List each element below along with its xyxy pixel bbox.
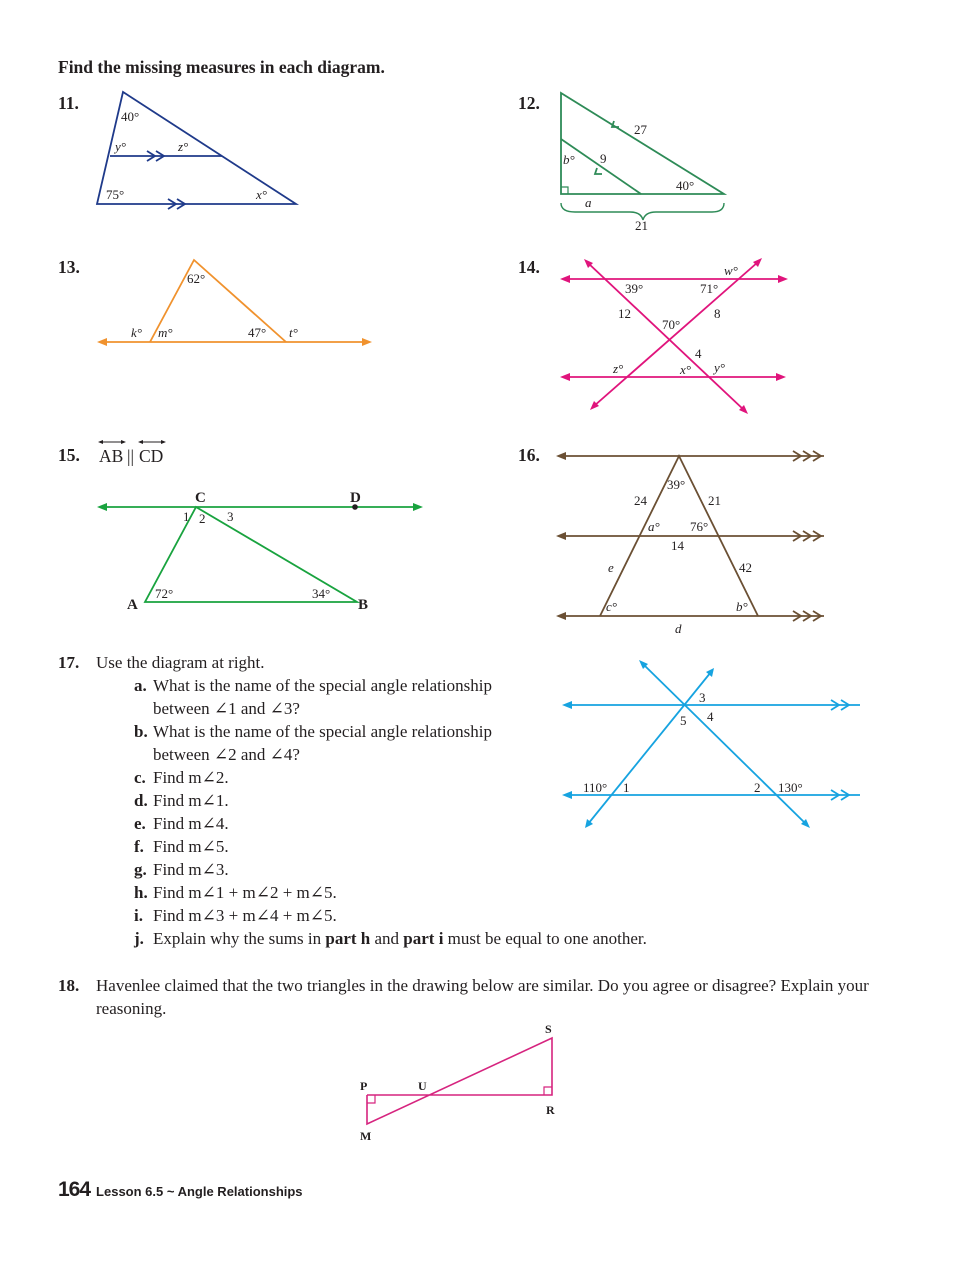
part-d: d. Find m∠1. xyxy=(134,791,229,810)
p17-label-130: 130° xyxy=(778,780,803,795)
p13-label-k: k° xyxy=(131,325,142,340)
part-b: b. What is the name of the special angle relationship xyxy=(134,722,492,741)
part-j: j. Explain why the sums in part h and part i must be equal to one another. xyxy=(134,929,647,948)
p17-label-110: 110° xyxy=(583,780,608,795)
p13-label-62: 62° xyxy=(187,271,206,286)
p15-label-C: C xyxy=(195,490,206,506)
part-h: h. Find m∠1 + m∠2 + m∠5. xyxy=(134,883,337,902)
p16-label-c: c° xyxy=(606,599,617,614)
given-parallel-symbol: || xyxy=(127,446,135,466)
p18-label-P: P xyxy=(360,1079,368,1093)
p14-label-12: 12 xyxy=(618,306,631,321)
p16-label-24: 24 xyxy=(634,493,647,508)
given-segment-ab: AB xyxy=(99,446,124,466)
p15-label-2: 2 xyxy=(199,511,206,526)
p12-label-9: 9 xyxy=(600,151,607,166)
p16-label-21: 21 xyxy=(708,493,721,508)
p13-label-m: m° xyxy=(158,325,173,340)
p16-label-a: a° xyxy=(648,519,660,534)
p17-label-5: 5 xyxy=(680,713,687,728)
p15-label-B: B xyxy=(358,597,369,613)
part-i: i. Find m∠3 + m∠4 + m∠5. xyxy=(134,906,337,925)
p18-label-S: S xyxy=(545,1022,552,1036)
p12-label-b: b° xyxy=(563,152,575,167)
p12-label-21: 21 xyxy=(635,218,648,233)
part-a: a. What is the name of the special angle relationship xyxy=(134,676,492,695)
p12-label-a: a xyxy=(585,195,592,210)
p16-label-d: d xyxy=(675,621,682,636)
page-number: 164 xyxy=(58,1178,91,1201)
p17-label-2: 2 xyxy=(754,780,761,795)
p14-label-w: w° xyxy=(724,263,738,278)
page-footer xyxy=(58,1178,303,1202)
problem-15-number: 15. xyxy=(58,445,80,465)
p16-label-14: 14 xyxy=(671,538,684,553)
p14-label-8: 8 xyxy=(714,306,721,321)
problem-18-number: 18. xyxy=(58,976,80,995)
p14-label-x: x° xyxy=(680,362,691,377)
given-segment-cd: CD xyxy=(139,446,164,466)
p11-label-x: x° xyxy=(256,187,267,202)
p16-label-76: 76° xyxy=(690,519,709,534)
p12-label-27: 27 xyxy=(634,122,647,137)
part-e: e. Find m∠4. xyxy=(134,814,229,833)
p11-label-75: 75° xyxy=(106,187,125,202)
p17-label-1: 1 xyxy=(623,780,630,795)
p18-label-R: R xyxy=(546,1103,555,1117)
p15-label-1: 1 xyxy=(183,509,190,524)
p16-label-39: 39° xyxy=(667,477,686,492)
p18-label-U: U xyxy=(418,1079,427,1093)
p14-label-y: y° xyxy=(714,360,725,375)
p11-label-y: y° xyxy=(115,139,126,154)
problem-18-text: Havenlee claimed that the two triangles in the drawing below are similar. Do you agree or disagree? Explain your reasoning. xyxy=(96,976,869,1018)
part-g: g. Find m∠3. xyxy=(134,860,229,879)
part-a-cont: between ∠1 and ∠3? xyxy=(153,699,300,718)
p17-label-4: 4 xyxy=(707,709,714,724)
p14-label-z: z° xyxy=(613,361,624,376)
p16-label-42: 42 xyxy=(739,560,752,575)
p15-label-3: 3 xyxy=(227,509,234,524)
p15-label-A: A xyxy=(127,597,138,613)
p14-label-70: 70° xyxy=(662,317,681,332)
p16-label-e: e xyxy=(608,560,614,575)
p18-label-M: M xyxy=(360,1129,372,1143)
p13-label-47: 47° xyxy=(248,325,267,340)
problem-17-stem: Use the diagram at right. xyxy=(96,653,265,672)
problem-13-number: 13. xyxy=(58,257,80,277)
problem-14-number: 14. xyxy=(518,257,540,277)
p14-label-39: 39° xyxy=(625,281,644,296)
part-f: f. Find m∠5. xyxy=(134,837,229,856)
p14-label-71: 71° xyxy=(700,281,719,296)
p17-label-3: 3 xyxy=(699,690,706,705)
p15-label-D: D xyxy=(350,490,361,506)
p15-label-34: 34° xyxy=(312,586,331,601)
p11-label-40: 40° xyxy=(121,109,140,124)
problem-17-number: 17. xyxy=(58,653,80,672)
p15-label-72: 72° xyxy=(155,586,174,601)
p11-label-z: z° xyxy=(178,139,189,154)
p16-label-b: b° xyxy=(736,599,748,614)
lesson-title: Lesson 6.5 ~ Angle Relationships xyxy=(96,1184,303,1199)
p12-label-40: 40° xyxy=(676,178,695,193)
problem-11-number: 11. xyxy=(58,93,79,113)
problem-12-number: 12. xyxy=(518,93,540,113)
p13-label-t: t° xyxy=(289,325,298,340)
part-c: c. Find m∠2. xyxy=(134,768,229,787)
p14-label-4: 4 xyxy=(695,346,702,361)
problem-16-number: 16. xyxy=(518,445,540,465)
instructions: Find the missing measures in each diagram. xyxy=(58,57,385,77)
part-b-cont: between ∠2 and ∠4? xyxy=(153,745,300,764)
